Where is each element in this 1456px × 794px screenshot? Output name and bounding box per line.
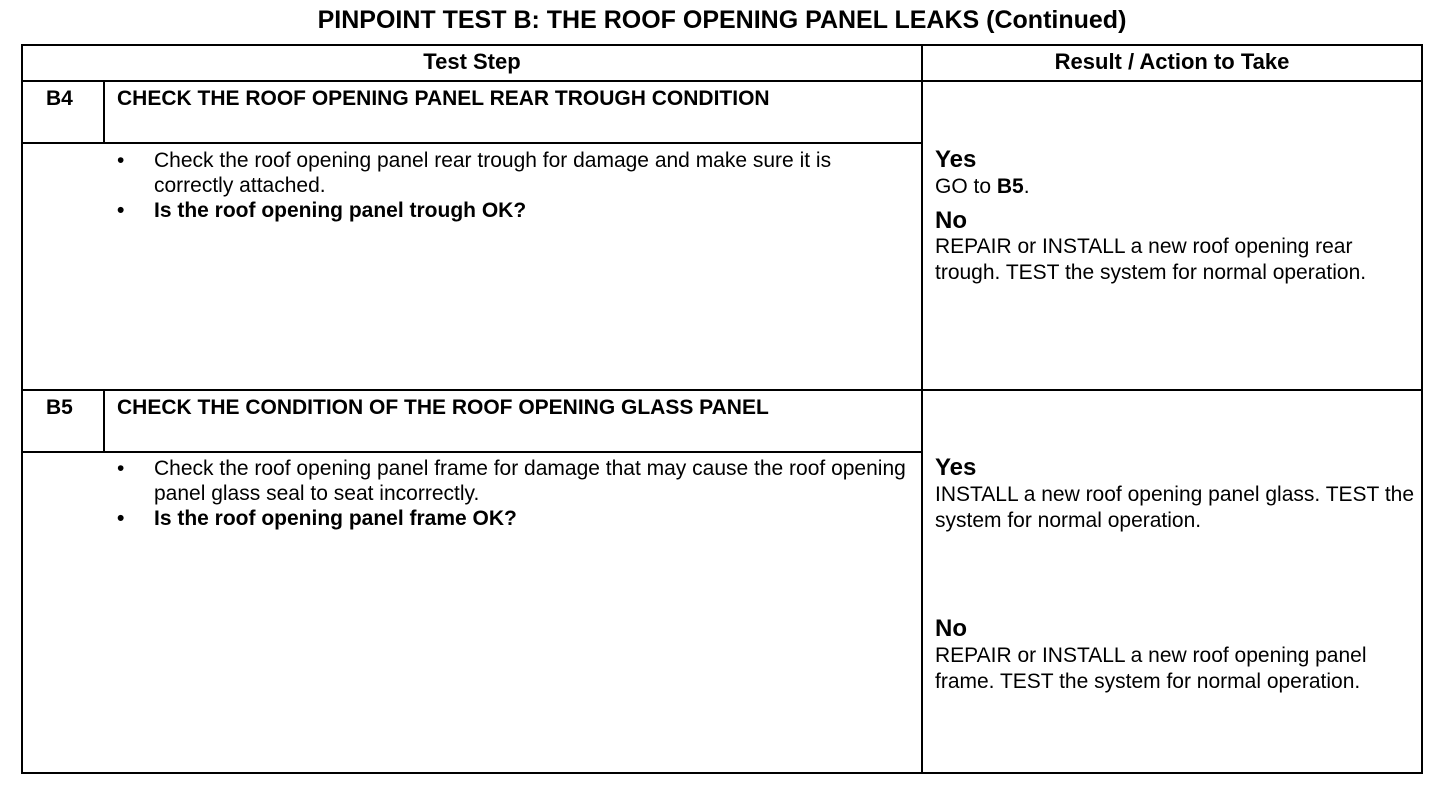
- step-id-b4: B4: [46, 87, 73, 110]
- page-title: PINPOINT TEST B: THE ROOF OPENING PANEL LEAKS (Continued): [317, 6, 1127, 34]
- b5-no-label: No: [935, 615, 967, 642]
- step-id-divider-b4: [103, 80, 105, 143]
- step-b5-bullets: [117, 456, 907, 531]
- step-b4-question: [117, 198, 907, 223]
- b5-yes-label: Yes: [935, 454, 977, 481]
- step-title-b4: CHECK THE ROOF OPENING PANEL REAR TROUGH CONDITION: [117, 87, 770, 110]
- b4-yes-action-prefix: GO to: [935, 175, 997, 198]
- column-divider: [921, 44, 923, 774]
- bullet-icon: •: [117, 457, 125, 480]
- step-title-divider-b4: [21, 142, 922, 144]
- b5-no-action: REPAIR or INSTALL a new roof opening panel frame. TEST the system for normal operation.: [935, 644, 1367, 693]
- b4-yes-action-suffix: .: [1023, 175, 1030, 198]
- row-divider-b4-b5: [21, 389, 1423, 391]
- step-b5-question: [117, 506, 907, 531]
- header-result-action: Result / Action to Take: [1054, 49, 1290, 74]
- question-text: Is the roof opening panel frame OK?: [154, 507, 517, 530]
- step-id-b5: B5: [46, 396, 73, 419]
- instruction-text: Check the roof opening panel rear trough for damage and make sure it is correctly attached.: [154, 149, 832, 197]
- b4-yes-action-ref: B5: [996, 175, 1024, 198]
- bullet-icon: •: [117, 149, 125, 172]
- bullet-icon: •: [117, 507, 125, 530]
- b5-yes-action: INSTALL a new roof opening panel glass. TEST the system for normal operation.: [935, 483, 1415, 532]
- step-title-b5: CHECK THE CONDITION OF THE ROOF OPENING GLASS PANEL: [117, 396, 769, 419]
- question-text: Is the roof opening panel trough OK?: [154, 199, 527, 222]
- b4-yes-label: Yes: [935, 146, 977, 173]
- b4-yes-action: [935, 174, 1415, 200]
- step-id-divider-b5: [103, 389, 105, 452]
- step-title-divider-b5: [21, 451, 922, 453]
- bullet-icon: •: [117, 199, 125, 222]
- instruction-text: Check the roof opening panel frame for damage that may cause the roof opening panel glass seal to seat incorrectly.: [154, 457, 906, 505]
- b4-no-action: REPAIR or INSTALL a new roof opening rear trough. TEST the system for normal operation.: [935, 235, 1367, 284]
- header-divider: [21, 80, 1423, 82]
- step-b5-instruction: [117, 456, 907, 506]
- step-b4-instruction: [117, 148, 907, 198]
- b4-no-label: No: [935, 207, 967, 234]
- step-b4-bullets: [117, 148, 907, 223]
- header-test-step: Test Step: [423, 49, 521, 74]
